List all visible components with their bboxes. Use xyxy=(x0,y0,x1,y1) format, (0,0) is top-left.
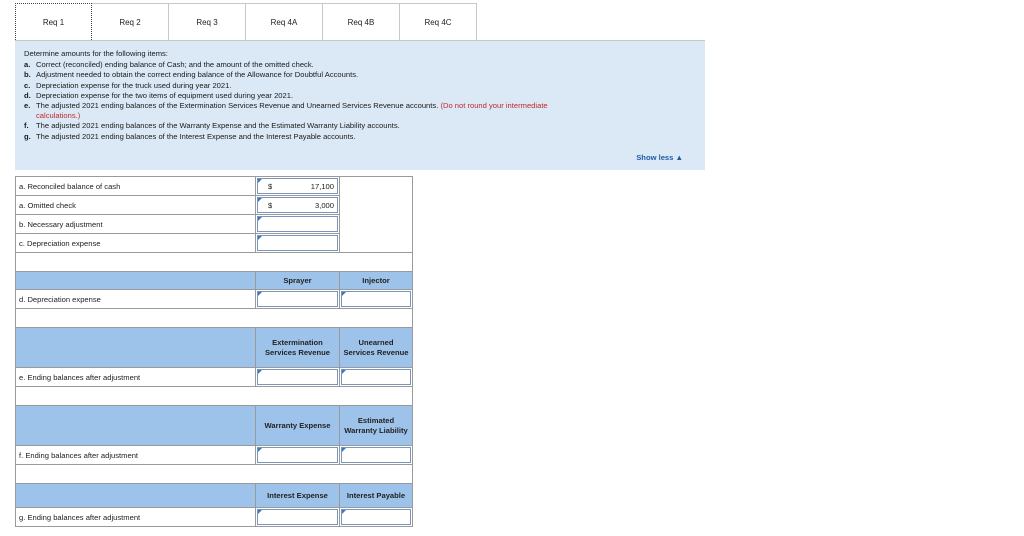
truck-depreciation-label: c. Depreciation expense xyxy=(16,234,256,253)
reconciled-cash-input[interactable] xyxy=(257,178,338,194)
omitted-check-value: 3,000 xyxy=(314,200,334,210)
extermination-revenue-cell xyxy=(256,368,340,387)
header-row-f xyxy=(16,406,413,446)
instruction-item-e xyxy=(24,101,696,111)
injector-input[interactable] xyxy=(341,291,411,307)
sprayer-cell xyxy=(256,290,340,309)
table-row xyxy=(16,368,413,387)
extermination-revenue-input[interactable] xyxy=(257,369,338,385)
currency-symbol: $ xyxy=(268,200,273,210)
answer-table xyxy=(15,176,413,527)
tab-req-4b[interactable]: Req 4B xyxy=(323,3,400,40)
header-blank xyxy=(16,272,256,290)
item-letter: g. xyxy=(24,131,31,141)
necessary-adjustment-input[interactable] xyxy=(257,216,338,232)
tab-req-4a[interactable]: Req 4A xyxy=(246,3,323,40)
header-sprayer: Sprayer xyxy=(256,272,340,290)
header-unearned-revenue: Unearned Services Revenue xyxy=(340,328,413,368)
table-row xyxy=(16,508,413,527)
item-text: The adjusted 2021 ending balances of the Extermination Services Revenue and Unearned Services Revenue accounts. xyxy=(36,101,439,111)
instructions-panel xyxy=(15,41,705,170)
instruction-item-g xyxy=(24,132,696,142)
item-letter: c. xyxy=(24,80,31,90)
header-blank xyxy=(16,328,256,368)
tab-req-2[interactable]: Req 2 xyxy=(92,3,169,40)
warranty-liability-input[interactable] xyxy=(341,447,411,463)
spacer-cell xyxy=(16,253,413,272)
item-text: Depreciation expense for the truck used during year 2021. xyxy=(36,80,232,90)
unearned-revenue-cell xyxy=(340,368,413,387)
item-letter: d. xyxy=(24,90,31,100)
instruction-item-a xyxy=(24,60,696,70)
header-row-g xyxy=(16,484,413,508)
warranty-expense-cell xyxy=(256,446,340,465)
spacer-row xyxy=(16,387,413,406)
instructions-lead: Determine amounts for the following items: xyxy=(24,49,168,58)
revenue-ending-balance-label: e. Ending balances after adjustment xyxy=(16,368,256,387)
tab-req-3[interactable]: Req 3 xyxy=(169,3,246,40)
unearned-revenue-input[interactable] xyxy=(341,369,411,385)
necessary-adjustment-cell xyxy=(256,215,340,234)
header-warranty-expense: Warranty Expense xyxy=(256,406,340,446)
item-text: Correct (reconciled) ending balance of Cash; and the amount of the omitted check. xyxy=(36,60,314,70)
warranty-liability-cell xyxy=(340,446,413,465)
spacer-row xyxy=(16,465,413,484)
header-blank xyxy=(16,484,256,508)
interest-payable-cell xyxy=(340,508,413,527)
spacer-cell xyxy=(16,309,413,328)
rounding-note-continued: calculations.) xyxy=(36,111,81,121)
header-blank xyxy=(16,406,256,446)
header-interest-expense: Interest Expense xyxy=(256,484,340,508)
spacer-row xyxy=(16,309,413,328)
instruction-item-b xyxy=(24,70,696,80)
interest-expense-cell xyxy=(256,508,340,527)
item-text: Depreciation expense for the two items of equipment used during year 2021. xyxy=(36,90,294,100)
spacer-cell xyxy=(16,465,413,484)
interest-expense-input[interactable] xyxy=(257,509,338,525)
header-row-e xyxy=(16,328,413,368)
rounding-note: (Do not round your intermediate xyxy=(440,101,548,111)
table-row xyxy=(16,290,413,309)
equipment-depreciation-label: d. Depreciation expense xyxy=(16,290,256,309)
header-warranty-liability: Estimated Warranty Liability xyxy=(340,406,413,446)
sprayer-input[interactable] xyxy=(257,291,338,307)
item-letter: a. xyxy=(24,60,31,70)
spacer-row xyxy=(16,253,413,272)
table-row xyxy=(16,177,413,196)
warranty-ending-balance-label: f. Ending balances after adjustment xyxy=(16,446,256,465)
currency-symbol: $ xyxy=(268,181,273,191)
reconciled-cash-cell xyxy=(256,177,340,196)
interest-payable-input[interactable] xyxy=(341,509,411,525)
item-text: Adjustment needed to obtain the correct ending balance of the Allowance for Doubtful Accounts. xyxy=(36,70,359,80)
interest-ending-balance-label: g. Ending balances after adjustment xyxy=(16,508,256,527)
warranty-expense-input[interactable] xyxy=(257,447,338,463)
instruction-item-c xyxy=(24,81,696,91)
truck-depreciation-input[interactable] xyxy=(257,235,338,251)
tab-bar xyxy=(15,3,477,41)
instruction-item-d xyxy=(24,91,696,101)
tab-req-1[interactable]: Req 1 xyxy=(15,3,92,40)
reconciled-cash-value: 17,100 xyxy=(310,181,334,191)
header-extermination-revenue: Extermination Services Revenue xyxy=(256,328,340,368)
table-row xyxy=(16,446,413,465)
spacer-cell xyxy=(16,387,413,406)
show-less-link[interactable]: Show less ▲ xyxy=(636,152,683,162)
header-row-d xyxy=(16,272,413,290)
item-text: The adjusted 2021 ending balances of the Interest Expense and the Interest Payable accounts. xyxy=(36,131,356,141)
truck-depreciation-cell xyxy=(256,234,340,253)
omitted-check-label: a. Omitted check xyxy=(16,196,256,215)
injector-cell xyxy=(340,290,413,309)
header-injector: Injector xyxy=(340,272,413,290)
reconciled-cash-label: a. Reconciled balance of cash xyxy=(16,177,256,196)
necessary-adjustment-label: b. Necessary adjustment xyxy=(16,215,256,234)
item-letter: e. xyxy=(24,101,31,111)
omitted-check-input[interactable] xyxy=(257,197,338,213)
tab-req-4c[interactable]: Req 4C xyxy=(400,3,477,40)
item-letter: b. xyxy=(24,70,31,80)
item-text: The adjusted 2021 ending balances of the Warranty Expense and the Estimated Warranty Liability accounts. xyxy=(36,121,400,131)
header-interest-payable: Interest Payable xyxy=(340,484,413,508)
empty-cell xyxy=(340,177,413,253)
instruction-item-f xyxy=(24,121,696,131)
item-letter: f. xyxy=(24,121,29,131)
omitted-check-cell xyxy=(256,196,340,215)
